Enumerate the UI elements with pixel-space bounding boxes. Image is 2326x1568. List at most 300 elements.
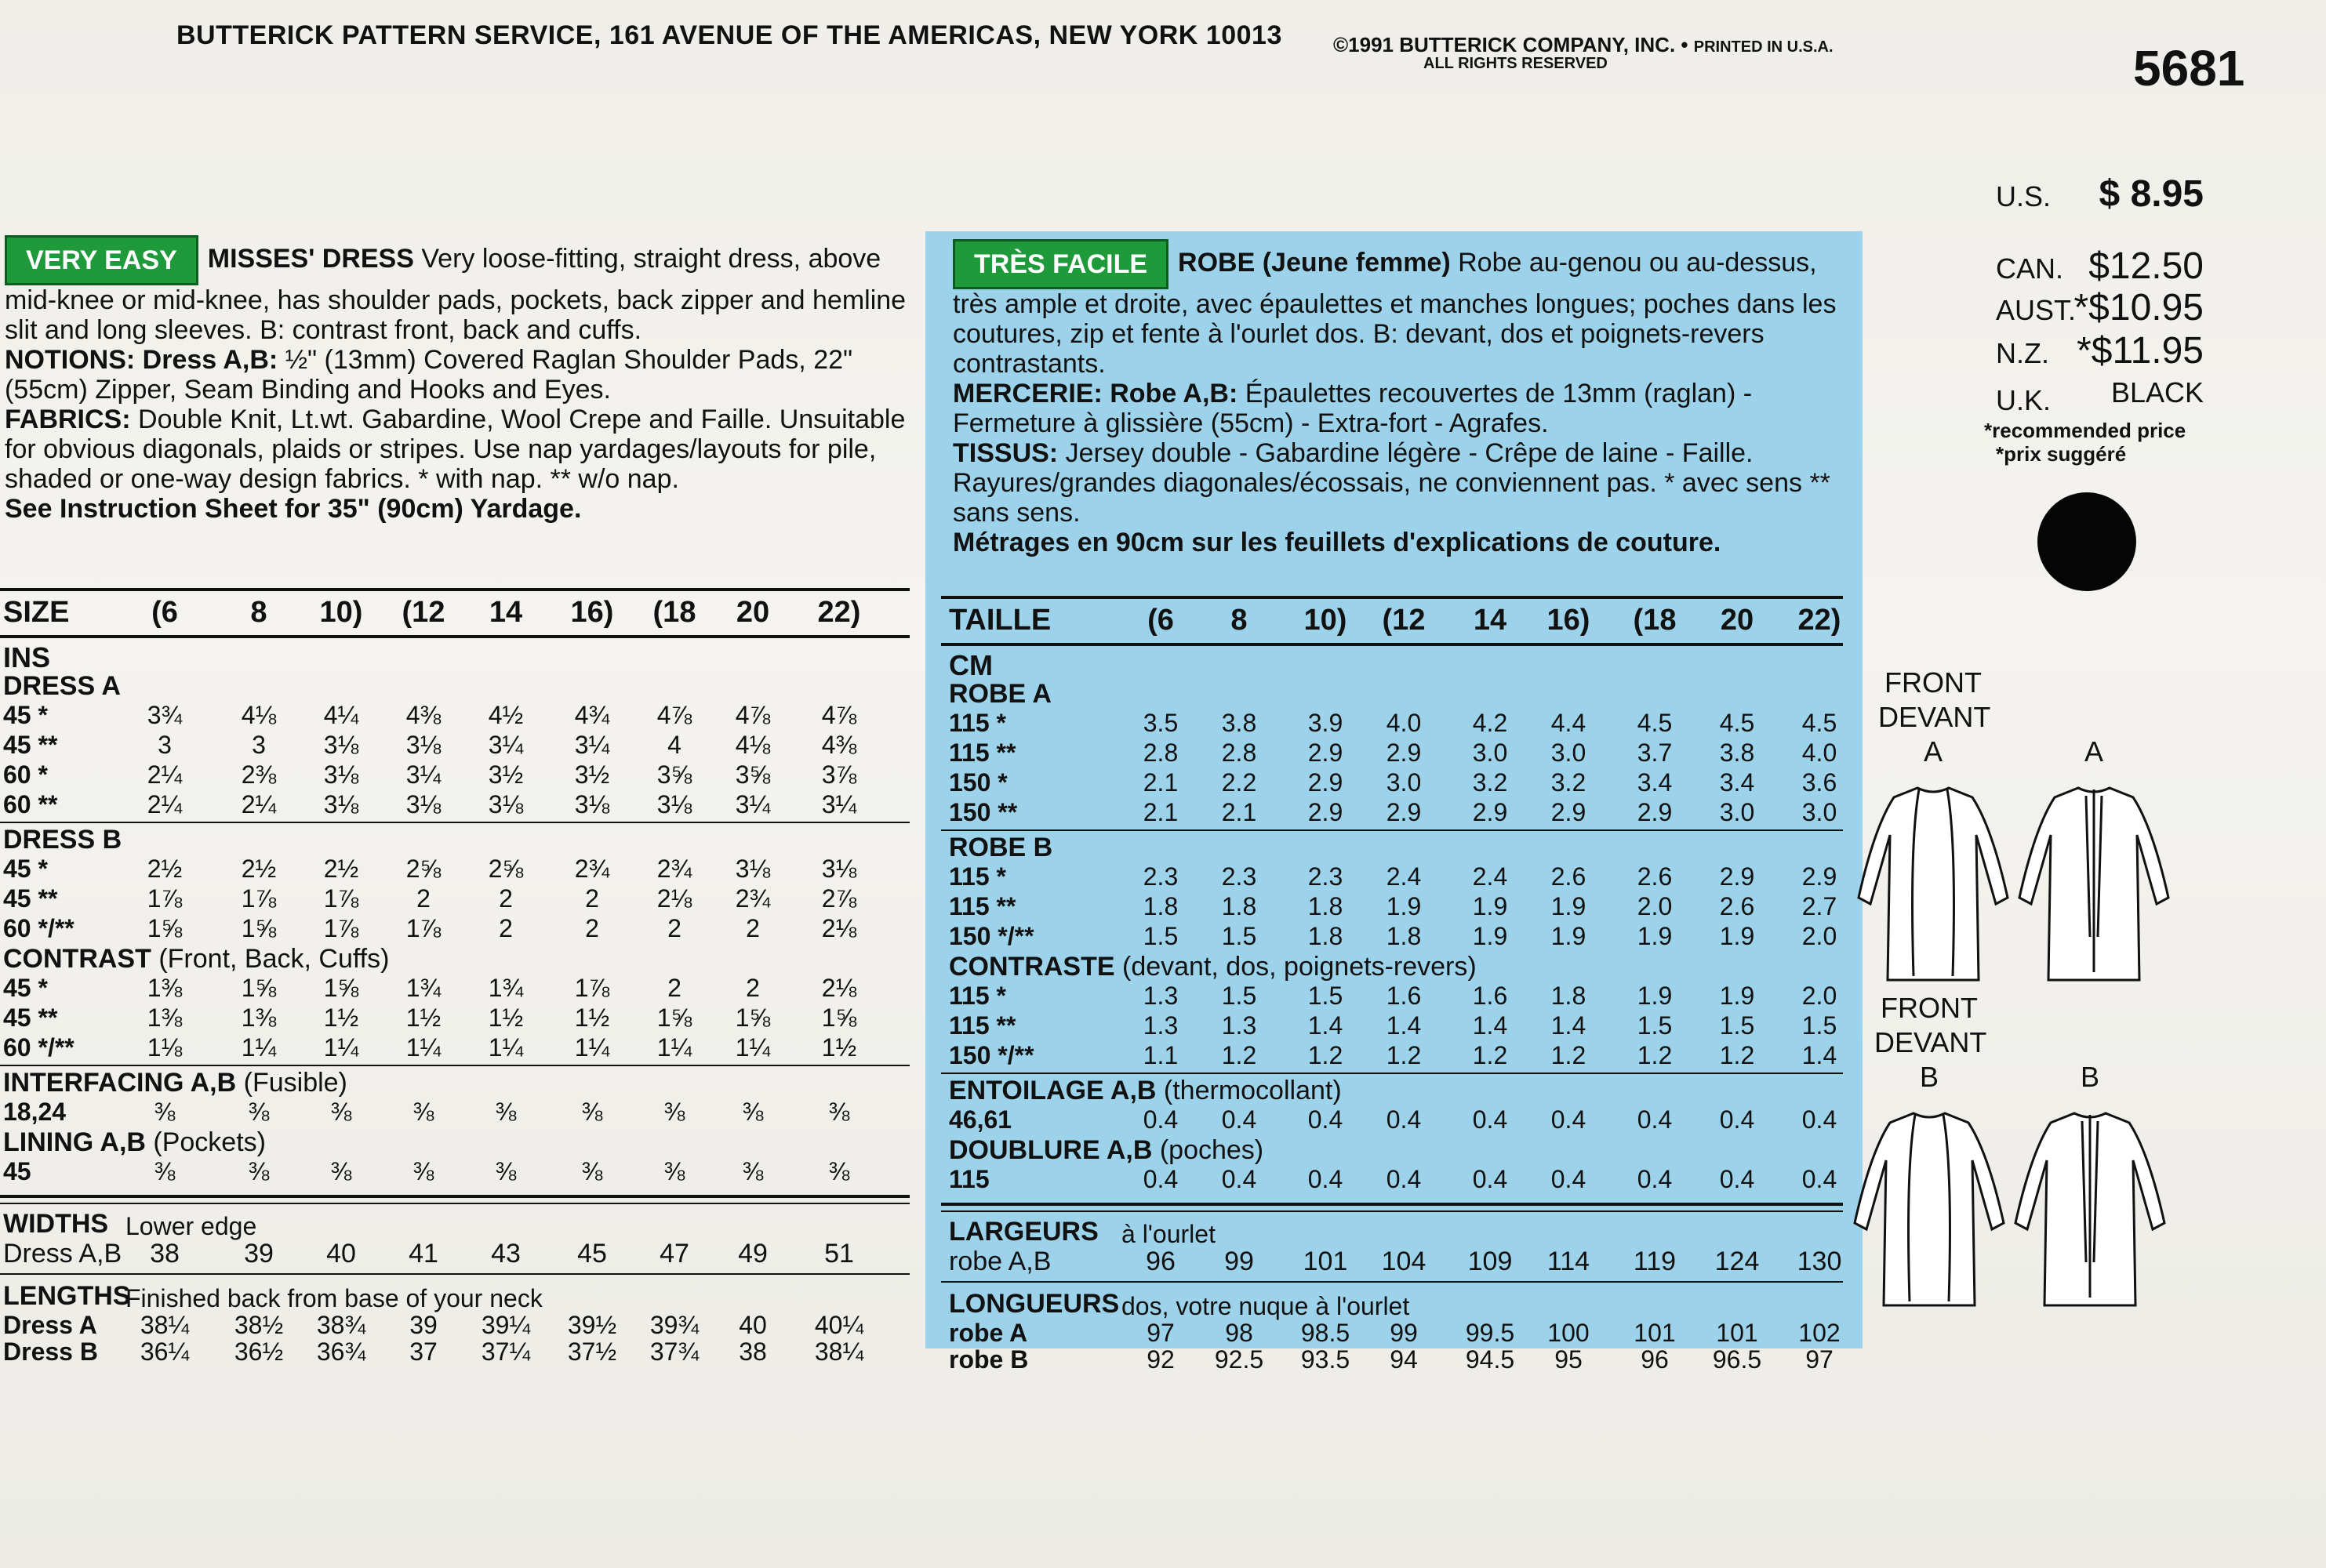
table-cell: 3.2	[1472, 768, 1508, 797]
table-cell: 1½	[488, 1004, 524, 1032]
copyright: ©1991 BUTTERICK COMPANY, INC. • PRINTED IN U.S.A.	[1333, 33, 1834, 56]
table-cell: 4.0	[1801, 739, 1837, 767]
lengths-sub: dos, votre nuque à l'ourlet	[1121, 1292, 1410, 1320]
table-cell: ⅜	[742, 1157, 764, 1185]
table-cell: 2.1	[1143, 798, 1179, 826]
section-rule	[0, 1065, 910, 1066]
description-en	[5, 235, 907, 524]
table-cell: 1.4	[1550, 1011, 1586, 1040]
table-rule	[0, 588, 910, 591]
table-cell: 1⅞	[405, 914, 442, 942]
table-cell: 1.9	[1386, 892, 1422, 920]
table-cell: 2.0	[1801, 922, 1837, 950]
section-rule	[941, 1073, 1843, 1074]
title-fr: ROBE (Jeune femme)	[1178, 247, 1451, 278]
table-cell: 2.9	[1472, 798, 1508, 826]
table-cell: 130	[1797, 1247, 1842, 1276]
table-cell: 4⅞	[821, 701, 857, 729]
size-header: 8	[1230, 604, 1248, 637]
row-label: 45 *	[3, 974, 48, 1002]
table-cell: 3⅛	[323, 790, 359, 818]
table-cell: 3.5	[1143, 709, 1179, 737]
row-label: 115	[949, 1165, 990, 1193]
view-letter: B	[2080, 1061, 2099, 1093]
table-cell: 2.3	[1221, 862, 1257, 891]
table-cell: 2½	[241, 855, 277, 883]
table-cell: 39	[409, 1311, 438, 1339]
table-cell: 39	[244, 1239, 274, 1269]
table-cell: 3⅛	[735, 855, 771, 883]
row-label: 115 *	[949, 709, 1006, 737]
table-cell: 3.8	[1719, 739, 1755, 767]
table-cell: 1.9	[1719, 922, 1755, 950]
table-cell: 1⅞	[241, 884, 277, 913]
table-cell: 37½	[567, 1338, 617, 1366]
table-cell: 4⅞	[735, 701, 771, 729]
size-header: 10)	[319, 596, 363, 629]
table-cell: 3⅛	[488, 790, 524, 818]
table-cell: 1.9	[1637, 982, 1673, 1010]
table-cell: 99	[1390, 1319, 1418, 1347]
table-cell: 36¼	[140, 1338, 190, 1366]
table-cell: 40	[326, 1239, 356, 1269]
table-cell: 38¾	[316, 1311, 366, 1339]
table-cell: 4⅜	[821, 731, 857, 759]
table-cell: 1.2	[1307, 1041, 1343, 1069]
table-cell: 51	[824, 1239, 854, 1269]
table-cell: 38¼	[140, 1311, 190, 1339]
table-cell: 1¼	[405, 1033, 442, 1062]
table-cell: 2.9	[1307, 768, 1343, 797]
table-cell: 37¼	[481, 1338, 531, 1366]
table-cell: 2⅝	[405, 855, 442, 883]
table-cell: 2	[667, 974, 681, 1002]
table-cell: ⅜	[413, 1098, 434, 1126]
table-cell: 2.9	[1801, 862, 1837, 891]
table-cell: ⅜	[413, 1157, 434, 1185]
table-cell: 1.8	[1307, 922, 1343, 950]
table-cell: 39½	[567, 1311, 617, 1339]
table-cell: 2	[585, 914, 599, 942]
table-cell: 2.6	[1719, 892, 1755, 920]
table-cell: 2½	[147, 855, 183, 883]
table-cell: 1⅜	[147, 974, 183, 1002]
row-label: robe A,B	[949, 1247, 1052, 1276]
price-note-en: *recommended price	[1984, 419, 2186, 442]
view-label-en: FRONT	[1884, 666, 1982, 699]
table-cell: 92.5	[1214, 1345, 1264, 1374]
table-cell: 104	[1381, 1247, 1426, 1276]
table-cell: 2.9	[1307, 739, 1343, 767]
table-cell: 1¼	[735, 1033, 771, 1062]
table-cell: 1.2	[1472, 1041, 1508, 1069]
table-cell: 3½	[574, 760, 610, 789]
table-cell: 1⅝	[656, 1004, 692, 1032]
table-cell: 3⅛	[656, 790, 692, 818]
table-cell: 4⅜	[405, 701, 442, 729]
row-label: Dress A	[3, 1311, 97, 1339]
table-cell: 2⅛	[821, 914, 857, 942]
table-cell: 2.0	[1637, 892, 1673, 920]
table-cell: 1⅞	[323, 884, 359, 913]
row-label: 45 **	[3, 1004, 58, 1032]
table-cell: 3⅛	[574, 790, 610, 818]
table-cell: 3	[158, 731, 172, 759]
row-label: 150 */**	[949, 922, 1034, 950]
table-rule	[941, 643, 1843, 646]
table-cell: ⅜	[828, 1157, 850, 1185]
table-cell: ⅜	[663, 1098, 685, 1126]
table-cell: 4⅞	[656, 701, 692, 729]
table-cell: 3.0	[1550, 739, 1586, 767]
table-cell: 3.6	[1801, 768, 1837, 797]
table-cell: 1.4	[1472, 1011, 1508, 1040]
table-cell: 1⅜	[241, 1004, 277, 1032]
price-value: $12.50	[2088, 245, 2204, 287]
row-label: 18,24	[3, 1098, 67, 1126]
table-cell: 1⅝	[241, 914, 277, 942]
table-cell: 1⅞	[147, 884, 183, 913]
table-cell: 1⅞	[323, 914, 359, 942]
price-country: N.Z.	[1996, 337, 2049, 369]
table-cell: 1.6	[1472, 982, 1508, 1010]
table-cell: 1.8	[1221, 892, 1257, 920]
notions-text: ½" (13mm) Covered Raglan Shoulder Pads, 22" (55cm) Zipper, Seam Binding and Hooks and Eyes.	[5, 345, 853, 405]
table-cell: 1.5	[1221, 922, 1257, 950]
table-cell: 43	[491, 1239, 521, 1269]
table-cell: 1.3	[1143, 982, 1179, 1010]
table-cell: ⅜	[495, 1098, 517, 1126]
table-cell: 1½	[574, 1004, 610, 1032]
row-label: 46,61	[949, 1105, 1012, 1134]
table-rule	[0, 1195, 910, 1198]
mercerie-text: Épaulettes recouvertes de 13mm (raglan) - Fermeture à glissière (55cm) - Extra-fort - Agrafes.	[953, 379, 1753, 438]
table-cell: ⅜	[581, 1157, 603, 1185]
mercerie-label: MERCERIE: Robe A,B:	[953, 379, 1238, 408]
table-cell: 3¼	[735, 790, 771, 818]
table-cell: 3	[252, 731, 266, 759]
table-cell: 1.6	[1386, 982, 1422, 1010]
table-cell: 2.4	[1386, 862, 1422, 891]
size-header: (6	[1147, 604, 1174, 637]
table-cell: 0.4	[1637, 1165, 1673, 1193]
table-cell: 1.2	[1386, 1041, 1422, 1069]
row-label: Dress A,B	[3, 1239, 122, 1269]
table-cell: 38½	[234, 1311, 284, 1339]
table-cell: 4	[667, 731, 681, 759]
table-cell: 3⅛	[323, 760, 359, 789]
table-cell: 4¾	[574, 701, 610, 729]
size-header: 14	[489, 596, 523, 629]
dress-sketch	[2012, 1105, 2168, 1309]
fabrics-text: Double Knit, Lt.wt. Gabardine, Wool Crepe and Faille. Unsuitable for obvious diagonals, plaids or stripes. Use nap yardages/layouts for pile, shaded or one-way design fabrics. * with nap. ** w/o nap.	[5, 405, 906, 494]
table-cell: 94.5	[1465, 1345, 1515, 1374]
table-cell: 114	[1546, 1247, 1590, 1276]
table-cell: 4½	[488, 701, 524, 729]
table-cell: 4.5	[1801, 709, 1837, 737]
table-cell: 119	[1633, 1247, 1677, 1276]
table-cell: 2⅜	[241, 760, 277, 789]
table-cell: 1.2	[1637, 1041, 1673, 1069]
table-cell: 3⅞	[821, 760, 857, 789]
table-cell: 3¼	[574, 731, 610, 759]
price-value: *$10.95	[2073, 287, 2204, 328]
table-cell: 1.2	[1221, 1041, 1257, 1069]
table-cell: 3¼	[405, 760, 442, 789]
table-cell: 4⅛	[735, 731, 771, 759]
row-label: 45 **	[3, 884, 58, 913]
table-cell: 2	[667, 914, 681, 942]
size-header: (12	[402, 596, 445, 629]
table-cell: 2¼	[241, 790, 277, 818]
table-cell: 2¾	[735, 884, 771, 913]
size-header: (12	[1382, 604, 1426, 637]
table-cell: 1⅝	[323, 974, 359, 1002]
table-cell: ⅜	[330, 1157, 352, 1185]
table-cell: 36½	[234, 1338, 284, 1366]
table-cell: 0.4	[1221, 1165, 1257, 1193]
table-cell: 2.9	[1719, 862, 1755, 891]
table-cell: 2.3	[1143, 862, 1179, 891]
table-cell: 3½	[488, 760, 524, 789]
table-cell: 49	[738, 1239, 768, 1269]
dress-sketch	[1851, 1105, 2008, 1309]
table-cell: 1.8	[1386, 922, 1422, 950]
table-cell: 39¾	[649, 1311, 700, 1339]
desc-text-en: Very loose-fitting, straight dress, above mid-knee or mid-knee, has shoulder pads, pockets, back zipper and hemline slit and long sleeves. B: contrast front, back and cuffs.	[5, 243, 907, 345]
table-cell: 124	[1714, 1247, 1760, 1276]
table-cell: 4⅛	[241, 701, 277, 729]
table-cell: ⅜	[663, 1157, 685, 1185]
table-cell: 1¼	[323, 1033, 359, 1062]
row-label: 60 *	[3, 760, 48, 789]
table-cell: 2¼	[147, 790, 183, 818]
view-letter: A	[1923, 735, 1943, 768]
section-title: ROBE A	[949, 679, 1052, 709]
table-cell: 0.4	[1550, 1105, 1586, 1134]
section-title: CONTRASTE (devant, dos, poignets-revers)	[949, 952, 1477, 982]
table-cell: 2¾	[574, 855, 610, 883]
price-country: CAN.	[1996, 252, 2064, 285]
table-cell: 1⅝	[821, 1004, 857, 1032]
size-header: 22)	[817, 596, 861, 629]
table-cell: 2⅛	[821, 974, 857, 1002]
table-cell: 45	[577, 1239, 607, 1269]
table-cell: 101	[1303, 1247, 1348, 1276]
table-cell: ⅜	[495, 1157, 517, 1185]
table-cell: 38	[739, 1338, 767, 1366]
row-label: robe B	[949, 1345, 1029, 1374]
table-cell: 1.5	[1637, 1011, 1673, 1040]
price-value: BLACK	[2110, 376, 2204, 408]
table-cell: 37	[409, 1338, 438, 1366]
table-cell: 2⅞	[821, 884, 857, 913]
table-cell: 3.0	[1386, 768, 1422, 797]
notions-label: NOTIONS: Dress A,B:	[5, 345, 278, 375]
table-cell: 0.4	[1637, 1105, 1673, 1134]
table-cell: 2.8	[1221, 739, 1257, 767]
table-cell: 1¼	[656, 1033, 692, 1062]
table-cell: 4.0	[1386, 709, 1422, 737]
section-title: LINING A,B (Pockets)	[3, 1127, 266, 1157]
table-cell: 1.9	[1472, 892, 1508, 920]
table-cell: 102	[1798, 1319, 1841, 1347]
table-cell: 2	[499, 914, 513, 942]
table-cell: 0.4	[1801, 1165, 1837, 1193]
table-cell: 4.4	[1550, 709, 1586, 737]
table-cell: 2	[746, 914, 760, 942]
table-cell: 98	[1225, 1319, 1253, 1347]
row-label: 60 */**	[3, 1033, 75, 1062]
table-cell: 97	[1805, 1345, 1834, 1374]
table-cell: 3¾	[147, 701, 183, 729]
row-label: 115 *	[949, 982, 1006, 1010]
title-en: MISSES' DRESS	[207, 243, 414, 274]
table-cell: 0.4	[1143, 1165, 1179, 1193]
row-label: 150 **	[949, 798, 1018, 826]
table-rule	[941, 1281, 1843, 1283]
table-cell: ⅜	[248, 1098, 270, 1126]
table-cell: 2	[499, 884, 513, 913]
rights-reserved: ALL RIGHTS RESERVED	[1423, 55, 1608, 72]
section-title: ENTOILAGE A,B (thermocollant)	[949, 1076, 1342, 1105]
row-label: 60 **	[3, 790, 58, 818]
table-cell: 2.9	[1386, 798, 1422, 826]
table-cell: 38	[150, 1239, 180, 1269]
tissus-text: Jersey double - Gabardine légère - Crêpe de laine - Faille. Rayures/grandes diagonales/écossais, ne conviennent pas. * avec sens ** sans sens.	[953, 438, 1830, 528]
price-value: $ 8.95	[2099, 173, 2204, 215]
dress-sketch	[1855, 780, 2012, 984]
description-fr	[953, 239, 1855, 557]
lengths-sub: Finished back from base of your neck	[125, 1284, 543, 1312]
table-cell: 3.9	[1307, 709, 1343, 737]
table-cell: 2.6	[1637, 862, 1673, 891]
table-cell: 3⅝	[656, 760, 692, 789]
table-cell: 3⅛	[405, 731, 442, 759]
instruction-note: See Instruction Sheet for 35" (90cm) Yardage.	[5, 494, 582, 524]
price-country: AUST.	[1996, 294, 2077, 326]
row-label: robe A	[949, 1319, 1028, 1347]
size-header: 20	[736, 596, 770, 629]
table-cell: 0.4	[1719, 1105, 1755, 1134]
table-cell: 0.4	[1307, 1105, 1343, 1134]
size-header: 10)	[1303, 604, 1347, 637]
table-cell: 1.2	[1550, 1041, 1586, 1069]
table-cell: 3.4	[1637, 768, 1673, 797]
row-label: 115 *	[949, 862, 1006, 891]
size-header: 20	[1720, 604, 1754, 637]
table-cell: 1⅛	[147, 1033, 183, 1062]
table-cell: 2⅛	[656, 884, 692, 913]
table-cell: 2¼	[147, 760, 183, 789]
table-cell: 1½	[821, 1033, 857, 1062]
table-cell: 1⅞	[574, 974, 610, 1002]
table-cell: 2.3	[1307, 862, 1343, 891]
table-cell: 101	[1634, 1319, 1676, 1347]
table-cell: 1¾	[488, 974, 524, 1002]
table-cell: 1⅝	[147, 914, 183, 942]
table-cell: ⅜	[742, 1098, 764, 1126]
widths-label: WIDTHS	[3, 1209, 109, 1239]
pattern-number: 5681	[2133, 40, 2245, 96]
table-cell: ⅜	[154, 1098, 176, 1126]
table-cell: 2.9	[1386, 739, 1422, 767]
table-cell: 40	[739, 1311, 767, 1339]
section-rule	[0, 822, 910, 823]
table-cell: 4.5	[1637, 709, 1673, 737]
table-rule	[0, 1273, 910, 1275]
table-cell: 4.2	[1472, 709, 1508, 737]
fabrics-label: FABRICS:	[5, 405, 131, 434]
table-cell: 3⅝	[735, 760, 771, 789]
table-cell: 0.4	[1386, 1165, 1422, 1193]
table-cell: 0.4	[1307, 1165, 1343, 1193]
table-cell: 2	[416, 884, 431, 913]
table-cell: 92	[1147, 1345, 1175, 1374]
view-letter: A	[2084, 735, 2103, 768]
table-cell: 100	[1547, 1319, 1590, 1347]
widths-sub: à l'ourlet	[1121, 1220, 1216, 1248]
table-cell: 2¾	[656, 855, 692, 883]
table-cell: 1.2	[1719, 1041, 1755, 1069]
table-cell: 98.5	[1300, 1319, 1350, 1347]
table-cell: ⅜	[330, 1098, 352, 1126]
section-title: INTERFACING A,B (Fusible)	[3, 1068, 347, 1098]
table-cell: 1.8	[1143, 892, 1179, 920]
table-cell: 1⅝	[735, 1004, 771, 1032]
table-cell: 97	[1147, 1319, 1175, 1347]
view-label-fr: DEVANT	[1878, 701, 1991, 733]
size-header: (18	[652, 596, 696, 629]
row-label: 115 **	[949, 1011, 1016, 1040]
table-cell: 99.5	[1465, 1319, 1515, 1347]
tres-facile-badge: TRÈS FACILE	[953, 239, 1168, 289]
table-cell: 3⅛	[323, 731, 359, 759]
table-cell: 1.4	[1386, 1011, 1422, 1040]
table-cell: 38¼	[814, 1338, 864, 1366]
row-label: 115 **	[949, 892, 1016, 920]
row-label: 45 *	[3, 701, 48, 729]
table-cell: ⅜	[154, 1157, 176, 1185]
table-cell: 2½	[323, 855, 359, 883]
table-cell: 1.5	[1719, 1011, 1755, 1040]
row-label: Dress B	[3, 1338, 98, 1366]
table-cell: 0.4	[1221, 1105, 1257, 1134]
table-cell: 3.0	[1719, 798, 1755, 826]
table-cell: 1¼	[241, 1033, 277, 1062]
table-cell: 1.9	[1719, 982, 1755, 1010]
price-value: *$11.95	[2077, 330, 2204, 372]
unit-label: INS	[3, 641, 51, 673]
size-header: 8	[250, 596, 267, 629]
table-cell: ⅜	[828, 1098, 850, 1126]
table-cell: 99	[1224, 1247, 1254, 1276]
table-cell: 1.4	[1801, 1041, 1837, 1069]
lengths-label: LENGTHS	[3, 1281, 131, 1311]
unit-label: CM	[949, 649, 993, 681]
row-label: 45 **	[3, 731, 58, 759]
table-cell: 2.9	[1550, 798, 1586, 826]
table-cell: 2.4	[1472, 862, 1508, 891]
table-cell: 109	[1467, 1247, 1513, 1276]
table-cell: 2	[746, 974, 760, 1002]
size-header: (6	[151, 596, 178, 629]
size-header: 16)	[1546, 604, 1590, 637]
table-cell: 0.4	[1801, 1105, 1837, 1134]
table-cell: 1¼	[574, 1033, 610, 1062]
table-cell: 3.0	[1472, 739, 1508, 767]
table-cell: 2.9	[1307, 798, 1343, 826]
